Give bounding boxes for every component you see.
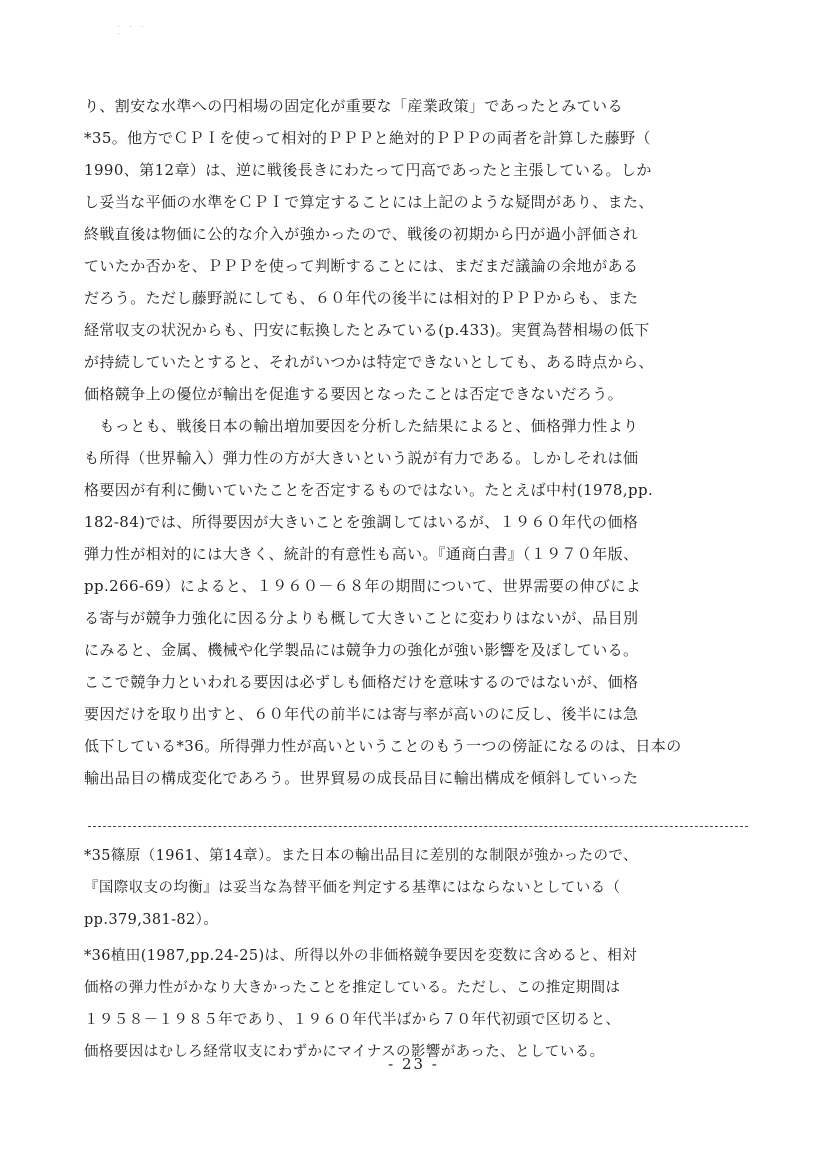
body-line: 低下している*36。所得弾力性が高いということのもう一つの傍証になるのは、日本の (84, 737, 682, 755)
body-line: *35。他方でＣＰＩを使って相対的ＰＰＰと絶対的ＰＰＰの両者を計算した藤野（ (84, 129, 651, 147)
footnote-36-line: 価格要因はむしろ経常収支にわずかにマイナスの影響があった、としている。 (84, 1044, 605, 1060)
scan-corner-mark: · · · · (118, 24, 148, 38)
body-line: 182-84)では、所得要因が大きいことを強調してはいるが、１９６０年代の価格 (84, 513, 639, 531)
footnote-35-line: *35篠原（1961、第14章）。また日本の輸出品目に差別的な制限が強かったので、 (84, 848, 638, 864)
body-line: ていたか否かを、ＰＰＰを使って判断することには、まだまだ議論の余地がある (84, 257, 639, 275)
footnote-35-line: 『国際収支の均衡』は妥当な為替平価を判定する基準にはならないとしている（ (84, 880, 621, 896)
body-line: 経常収支の状況からも、円安に転換したとみている(p.433)。実質為替相場の低下 (84, 321, 650, 339)
body-line: る寄与が競争力強化に因る分よりも概して大きいことに変わりはないが、品目別 (84, 609, 639, 627)
body-line: し妥当な平価の水準をＣＰＩで算定することには上記のような疑問があり、また、 (84, 193, 654, 211)
body-line: pp.266-69）によると、１９６０－６８年の期間について、世界需要の伸びによ (84, 577, 642, 595)
body-line: 要因だけを取り出すと、６０年代の前半には寄与率が高いのに反し、後半には急 (84, 705, 639, 723)
footnotes (84, 840, 756, 1068)
body-text (84, 90, 756, 794)
footnote-divider (88, 826, 748, 827)
page-number: - 23 - (388, 1055, 439, 1073)
body-line: も所得（世界輸入）弾力性の方が大きいという説が有力である。しかしそれは価 (84, 449, 639, 467)
body-line: 輸出品目の構成変化であろう。世界貿易の成長品目に輸出構成を傾斜していった (84, 769, 639, 787)
body-line: 1990、第12章）は、逆に戦後長きにわたって円高であったと主張している。しか (84, 161, 652, 179)
footnote-36-line: 価格の弾力性がかなり大きかったことを推定している。ただし、この推定期間は (84, 980, 621, 996)
body-line: ここで競争力といわれる要因は必ずしも価格だけを意味するのではないが、価格 (84, 673, 639, 691)
footnote-35-line: pp.379,381-82）。 (84, 912, 219, 928)
body-line: 格要因が有利に働いていたことを否定するものではない。たとえば中村(1978,pp. (84, 481, 654, 499)
body-line: もっとも、戦後日本の輸出増加要因を分析した結果によると、価格弾力性より (84, 417, 639, 435)
footnote-36-line: *36植田(1987,pp.24-25)は、所得以外の非価格競争要因を変数に含めると、相対 (84, 948, 637, 964)
body-line: 弾力性が相対的には大きく、統計的有意性も高い。『通商白書』（１９７０年版、 (84, 545, 639, 563)
body-line: だろう。ただし藤野説にしても、６０年代の後半には相対的ＰＰＰからも、また (84, 289, 639, 307)
body-line: り、割安な水準への円相場の固定化が重要な「産業政策」であったとみている (84, 97, 623, 115)
body-line: が持続していたとすると、それがいつかは特定できないとしても、ある時点から、 (84, 353, 654, 371)
body-line: 価格競争上の優位が輸出を促進する要因となったことは否定できないだろう。 (84, 385, 624, 403)
footnote-36-line: １９５８－１９８５年であり、１９６０年代半ばから７０年代初頭で区切ると、 (84, 1012, 621, 1028)
body-line: にみると、金属、機械や化学製品には競争力の強化が強い影響を及ぼしている。 (84, 641, 639, 659)
body-line: 終戦直後は物価に公的な介入が強かったので、戦後の初期から円が過小評価され (84, 225, 639, 243)
